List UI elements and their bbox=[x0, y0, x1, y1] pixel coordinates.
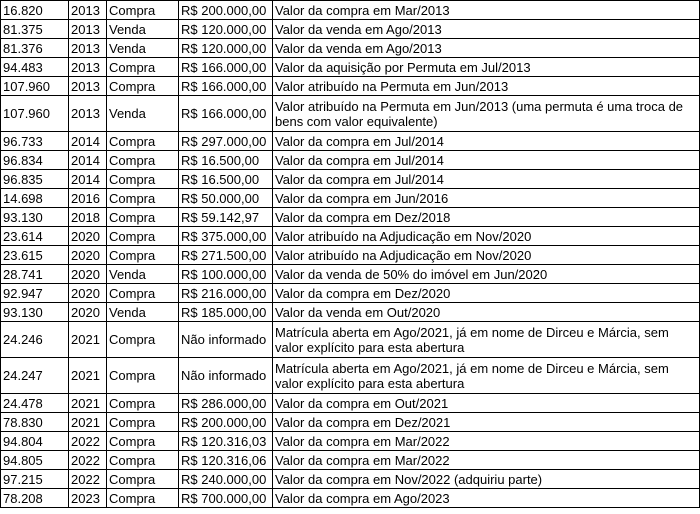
cell-tipo: Compra bbox=[107, 470, 179, 489]
cell-valor: R$ 271.500,00 bbox=[179, 246, 273, 265]
cell-valor: R$ 166.000,00 bbox=[179, 77, 273, 96]
table-row bbox=[1, 489, 700, 508]
cell-valor: R$ 185.000,00 bbox=[179, 303, 273, 322]
cell-descricao: Valor da compra em Dez/2021 bbox=[273, 413, 700, 432]
cell-matricula: 96.835 bbox=[1, 170, 69, 189]
cell-ano: 2013 bbox=[69, 58, 107, 77]
cell-descricao: Valor da venda em Out/2020 bbox=[273, 303, 700, 322]
cell-valor: R$ 16.500,00 bbox=[179, 170, 273, 189]
cell-valor: R$ 286.000,00 bbox=[179, 394, 273, 413]
cell-valor: R$ 16.500,00 bbox=[179, 151, 273, 170]
cell-matricula: 81.376 bbox=[1, 39, 69, 58]
cell-matricula: 93.130 bbox=[1, 303, 69, 322]
cell-tipo: Compra bbox=[107, 358, 179, 394]
cell-tipo: Compra bbox=[107, 132, 179, 151]
cell-ano: 2013 bbox=[69, 39, 107, 58]
table-row bbox=[1, 303, 700, 322]
cell-ano: 2020 bbox=[69, 227, 107, 246]
cell-matricula: 24.247 bbox=[1, 358, 69, 394]
table-row bbox=[1, 77, 700, 96]
cell-valor: R$ 297.000,00 bbox=[179, 132, 273, 151]
cell-ano: 2014 bbox=[69, 151, 107, 170]
cell-descricao: Valor da compra em Jun/2016 bbox=[273, 189, 700, 208]
cell-ano: 2013 bbox=[69, 20, 107, 39]
table-row bbox=[1, 246, 700, 265]
cell-ano: 2020 bbox=[69, 246, 107, 265]
cell-ano: 2013 bbox=[69, 96, 107, 132]
cell-descricao: Valor atribuído na Adjudicação em Nov/2020 bbox=[273, 227, 700, 246]
cell-tipo: Compra bbox=[107, 189, 179, 208]
cell-descricao: Valor da venda em Ago/2013 bbox=[273, 39, 700, 58]
cell-ano: 2021 bbox=[69, 413, 107, 432]
cell-ano: 2013 bbox=[69, 77, 107, 96]
cell-valor: R$ 166.000,00 bbox=[179, 96, 273, 132]
table-row bbox=[1, 132, 700, 151]
cell-ano: 2022 bbox=[69, 451, 107, 470]
cell-matricula: 97.215 bbox=[1, 470, 69, 489]
cell-valor: R$ 59.142,97 bbox=[179, 208, 273, 227]
cell-descricao: Valor da venda em Ago/2013 bbox=[273, 20, 700, 39]
cell-tipo: Venda bbox=[107, 39, 179, 58]
cell-descricao: Valor da compra em Nov/2022 (adquiriu parte) bbox=[273, 470, 700, 489]
cell-ano: 2021 bbox=[69, 322, 107, 358]
cell-descricao: Valor da compra em Mar/2013 bbox=[273, 1, 700, 20]
table-row bbox=[1, 470, 700, 489]
cell-matricula: 24.246 bbox=[1, 322, 69, 358]
cell-valor: R$ 216.000,00 bbox=[179, 284, 273, 303]
cell-tipo: Compra bbox=[107, 170, 179, 189]
table-row bbox=[1, 265, 700, 284]
cell-valor: R$ 700.000,00 bbox=[179, 489, 273, 508]
table-row bbox=[1, 189, 700, 208]
cell-descricao: Valor atribuído na Adjudicação em Nov/2020 bbox=[273, 246, 700, 265]
cell-ano: 2022 bbox=[69, 470, 107, 489]
cell-matricula: 94.483 bbox=[1, 58, 69, 77]
table-row bbox=[1, 227, 700, 246]
cell-tipo: Compra bbox=[107, 246, 179, 265]
cell-ano: 2016 bbox=[69, 189, 107, 208]
cell-descricao: Matrícula aberta em Ago/2021, já em nome de Dirceu e Márcia, sem valor explícito para esta abertura bbox=[273, 322, 700, 358]
cell-matricula: 24.478 bbox=[1, 394, 69, 413]
table-row bbox=[1, 58, 700, 77]
cell-matricula: 96.834 bbox=[1, 151, 69, 170]
cell-ano: 2023 bbox=[69, 489, 107, 508]
cell-matricula: 23.615 bbox=[1, 246, 69, 265]
cell-matricula: 94.804 bbox=[1, 432, 69, 451]
cell-descricao: Valor atribuído na Permuta em Jun/2013 (uma permuta é uma troca de bens com valor equivalente) bbox=[273, 96, 700, 132]
cell-tipo: Compra bbox=[107, 77, 179, 96]
cell-matricula: 94.805 bbox=[1, 451, 69, 470]
cell-matricula: 16.820 bbox=[1, 1, 69, 20]
cell-valor: R$ 120.316,06 bbox=[179, 451, 273, 470]
table-row bbox=[1, 432, 700, 451]
cell-ano: 2020 bbox=[69, 265, 107, 284]
cell-ano: 2021 bbox=[69, 358, 107, 394]
cell-descricao: Valor da compra em Jul/2014 bbox=[273, 151, 700, 170]
cell-tipo: Compra bbox=[107, 1, 179, 20]
cell-matricula: 78.830 bbox=[1, 413, 69, 432]
cell-tipo: Compra bbox=[107, 489, 179, 508]
cell-ano: 2014 bbox=[69, 170, 107, 189]
table-row bbox=[1, 170, 700, 189]
cell-valor: R$ 166.000,00 bbox=[179, 58, 273, 77]
table-row bbox=[1, 451, 700, 470]
table-row bbox=[1, 20, 700, 39]
cell-tipo: Venda bbox=[107, 265, 179, 284]
cell-tipo: Compra bbox=[107, 413, 179, 432]
cell-matricula: 14.698 bbox=[1, 189, 69, 208]
cell-tipo: Compra bbox=[107, 451, 179, 470]
cell-descricao: Valor da compra em Out/2021 bbox=[273, 394, 700, 413]
cell-ano: 2022 bbox=[69, 432, 107, 451]
table-row bbox=[1, 322, 700, 358]
cell-descricao: Valor da compra em Dez/2020 bbox=[273, 284, 700, 303]
table-body bbox=[1, 1, 700, 508]
cell-tipo: Compra bbox=[107, 151, 179, 170]
cell-valor: R$ 100.000,00 bbox=[179, 265, 273, 284]
cell-tipo: Compra bbox=[107, 208, 179, 227]
cell-ano: 2020 bbox=[69, 303, 107, 322]
cell-tipo: Compra bbox=[107, 432, 179, 451]
cell-descricao: Valor da compra em Ago/2023 bbox=[273, 489, 700, 508]
cell-descricao: Valor da venda de 50% do imóvel em Jun/2020 bbox=[273, 265, 700, 284]
cell-valor: Não informado bbox=[179, 358, 273, 394]
cell-ano: 2018 bbox=[69, 208, 107, 227]
cell-valor: R$ 200.000,00 bbox=[179, 413, 273, 432]
cell-valor: R$ 50.000,00 bbox=[179, 189, 273, 208]
cell-tipo: Compra bbox=[107, 394, 179, 413]
cell-descricao: Valor da compra em Jul/2014 bbox=[273, 132, 700, 151]
cell-descricao: Valor da compra em Mar/2022 bbox=[273, 432, 700, 451]
cell-matricula: 107.960 bbox=[1, 96, 69, 132]
cell-matricula: 78.208 bbox=[1, 489, 69, 508]
table-row bbox=[1, 394, 700, 413]
cell-valor: R$ 120.000,00 bbox=[179, 20, 273, 39]
cell-matricula: 81.375 bbox=[1, 20, 69, 39]
cell-matricula: 28.741 bbox=[1, 265, 69, 284]
cell-tipo: Venda bbox=[107, 20, 179, 39]
table-row bbox=[1, 284, 700, 303]
cell-descricao: Valor da compra em Dez/2018 bbox=[273, 208, 700, 227]
cell-descricao: Valor da compra em Mar/2022 bbox=[273, 451, 700, 470]
table-row bbox=[1, 151, 700, 170]
cell-valor: R$ 200.000,00 bbox=[179, 1, 273, 20]
cell-tipo: Compra bbox=[107, 284, 179, 303]
table-row bbox=[1, 1, 700, 20]
cell-valor: R$ 120.316,03 bbox=[179, 432, 273, 451]
cell-valor: Não informado bbox=[179, 322, 273, 358]
cell-tipo: Compra bbox=[107, 322, 179, 358]
cell-tipo: Compra bbox=[107, 58, 179, 77]
cell-ano: 2021 bbox=[69, 394, 107, 413]
table-row bbox=[1, 208, 700, 227]
cell-ano: 2020 bbox=[69, 284, 107, 303]
cell-ano: 2014 bbox=[69, 132, 107, 151]
cell-valor: R$ 240.000,00 bbox=[179, 470, 273, 489]
cell-descricao: Valor da aquisição por Permuta em Jul/2013 bbox=[273, 58, 700, 77]
cell-matricula: 23.614 bbox=[1, 227, 69, 246]
cell-tipo: Venda bbox=[107, 96, 179, 132]
cell-descricao: Matrícula aberta em Ago/2021, já em nome de Dirceu e Márcia, sem valor explícito para esta abertura bbox=[273, 358, 700, 394]
cell-matricula: 93.130 bbox=[1, 208, 69, 227]
cell-ano: 2013 bbox=[69, 1, 107, 20]
cell-matricula: 107.960 bbox=[1, 77, 69, 96]
cell-tipo: Venda bbox=[107, 303, 179, 322]
table-row bbox=[1, 358, 700, 394]
cell-valor: R$ 375.000,00 bbox=[179, 227, 273, 246]
cell-descricao: Valor da compra em Jul/2014 bbox=[273, 170, 700, 189]
cell-matricula: 96.733 bbox=[1, 132, 69, 151]
cell-valor: R$ 120.000,00 bbox=[179, 39, 273, 58]
table-row bbox=[1, 39, 700, 58]
cell-descricao: Valor atribuído na Permuta em Jun/2013 bbox=[273, 77, 700, 96]
table-row bbox=[1, 96, 700, 132]
table-row bbox=[1, 413, 700, 432]
cell-tipo: Compra bbox=[107, 227, 179, 246]
cell-matricula: 92.947 bbox=[1, 284, 69, 303]
